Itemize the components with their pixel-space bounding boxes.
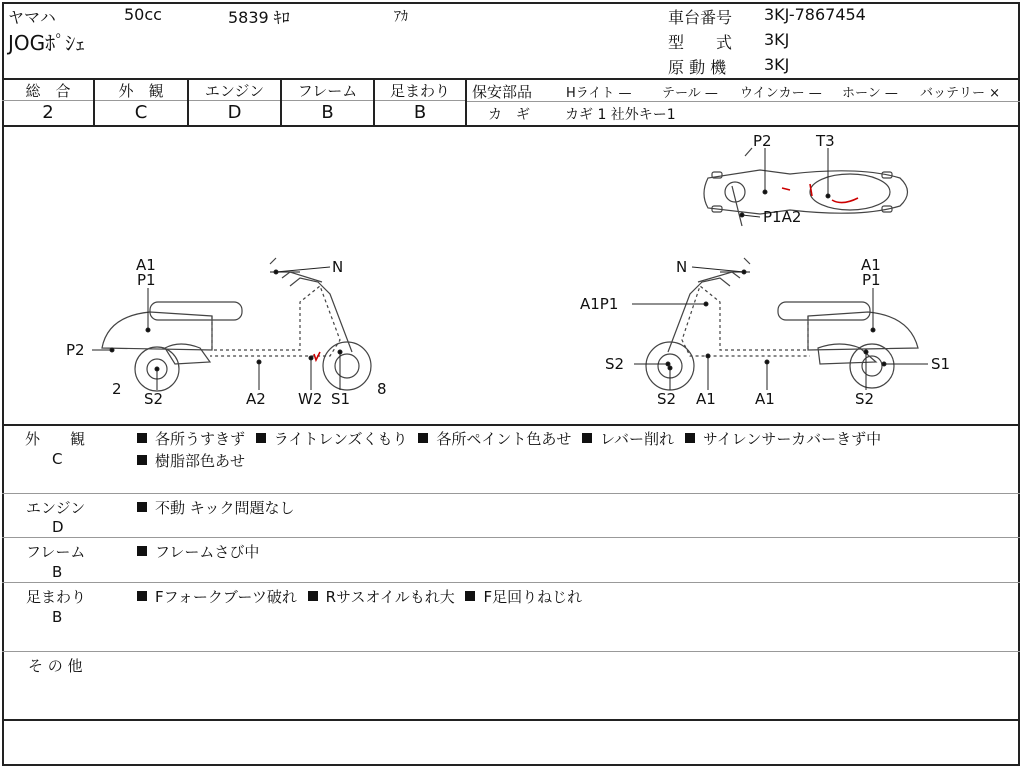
notes-engine-items: 不動 キック問題なし xyxy=(137,497,300,518)
damage-mark-top xyxy=(782,184,858,203)
engine-label: 原 動 機 xyxy=(668,58,727,77)
safety-item-taillight: テール — xyxy=(662,86,718,101)
label-top-p1a2: P1A2 xyxy=(763,208,802,226)
notes-divider xyxy=(2,537,1020,538)
label-right-s2-front: S2 xyxy=(605,355,625,373)
bullet-icon xyxy=(137,502,147,512)
label-left-p1: P1 xyxy=(137,271,156,289)
bullet-icon xyxy=(685,433,695,443)
grade-overall-label: 総 合 xyxy=(25,82,71,100)
color: ｱｶ xyxy=(394,9,408,25)
key-label: カ ギ xyxy=(488,107,530,123)
grade-exterior-value: C xyxy=(134,102,148,123)
notes-frame-items: フレームさび中 xyxy=(137,541,265,562)
notes-divider xyxy=(2,651,1020,652)
safety-label: 保安部品 xyxy=(472,83,533,101)
notes-frame-grade: B xyxy=(52,563,63,581)
label-right-s1: S1 xyxy=(931,355,951,373)
label-left-a1: A1 xyxy=(136,256,156,274)
label-right-a1-body: A1 xyxy=(755,390,775,408)
key-value: カギ 1 社外キー1 xyxy=(565,107,676,123)
label-left-8: 8 xyxy=(377,380,387,398)
label-right-p1: P1 xyxy=(862,271,881,289)
model-name: JOGﾎﾟｼｪ xyxy=(8,31,86,55)
notes-suspension-grade: B xyxy=(52,608,63,626)
bullet-icon xyxy=(256,433,266,443)
grade-frame-label: フレーム xyxy=(297,82,358,100)
safety-item-winker: ウインカー — xyxy=(740,86,822,101)
label-left-n: N xyxy=(332,258,344,276)
grade-exterior-label: 外 観 xyxy=(118,82,164,100)
bullet-icon xyxy=(137,546,147,556)
bullet-icon xyxy=(137,591,147,601)
label-right-s2: S2 xyxy=(657,390,677,408)
notes-frame-label: フレーム xyxy=(26,543,86,561)
displacement: 50cc xyxy=(124,5,162,24)
safety-item-horn: ホーン — xyxy=(842,86,898,101)
notes-other-label: そ の 他 xyxy=(28,657,83,675)
bullet-icon xyxy=(137,455,147,465)
grade-frame-value: B xyxy=(321,102,334,123)
chassis-value: 3KJ-7867454 xyxy=(764,5,866,24)
label-left-p2: P2 xyxy=(66,341,85,359)
notes-engine-label: エンジン xyxy=(26,499,86,517)
label-left-s2: S2 xyxy=(144,390,164,408)
notes-exterior-line2: 樹脂部色あせ xyxy=(137,450,251,471)
safety-item-headlight: Hライト — xyxy=(566,86,632,101)
grade-engine-label: エンジン xyxy=(204,82,265,100)
grade-suspension-label: 足まわり xyxy=(389,82,450,100)
safety-item-battery: バッテリー × xyxy=(920,86,1001,101)
label-right-a1-front: A1 xyxy=(696,390,716,408)
label-right-a1: A1 xyxy=(861,256,881,274)
scooter-diagram xyxy=(0,126,1024,424)
diagram-bottom-rule xyxy=(2,424,1020,426)
label-left-s1: S1 xyxy=(331,390,351,408)
notes-divider xyxy=(2,493,1020,494)
scooter-top-view xyxy=(704,148,908,226)
label-right-s2-rear: S2 xyxy=(855,390,875,408)
engine-value: 3KJ xyxy=(764,55,790,74)
mileage: 5839 ｷﾛ xyxy=(228,8,290,27)
label-top-p2: P2 xyxy=(753,132,772,150)
notes-exterior-label: 外 観 xyxy=(25,430,86,448)
bullet-icon xyxy=(465,591,475,601)
maker: ヤマハ xyxy=(8,8,56,27)
safety-divider xyxy=(466,101,1020,102)
notes-exterior-line1: 各所うすきず ライトレンズくもり 各所ペイント色あせ レバー削れ サイレンサーカバーきず中 xyxy=(137,428,887,449)
notes-suspension-items: Fフォークブーツ破れ Rサスオイルもれ大 F足回りねじれ xyxy=(137,586,588,607)
label-right-a1p1: A1P1 xyxy=(580,295,619,313)
bullet-icon xyxy=(418,433,428,443)
grade-engine-value: D xyxy=(227,102,242,123)
label-left-w2: W2 xyxy=(298,390,323,408)
notes-engine-grade: D xyxy=(52,518,64,536)
label-left-a2: A2 xyxy=(246,390,266,408)
label-top-t3: T3 xyxy=(816,132,835,150)
chassis-label: 車台番号 xyxy=(668,8,733,27)
bullet-icon xyxy=(137,433,147,443)
label-left-2: 2 xyxy=(112,380,122,398)
notes-suspension-label: 足まわり xyxy=(26,588,87,606)
bullet-icon xyxy=(308,591,318,601)
grade-suspension-value: B xyxy=(413,102,427,123)
type-label: 型 式 xyxy=(668,33,733,52)
notes-bottom-rule xyxy=(2,719,1020,721)
type-value: 3KJ xyxy=(764,30,790,49)
notes-exterior-grade: C xyxy=(52,450,63,468)
label-right-n: N xyxy=(676,258,688,276)
notes-divider xyxy=(2,582,1020,583)
bullet-icon xyxy=(582,433,592,443)
grade-overall-value: 2 xyxy=(42,102,54,123)
grade-col-rule xyxy=(465,78,467,126)
